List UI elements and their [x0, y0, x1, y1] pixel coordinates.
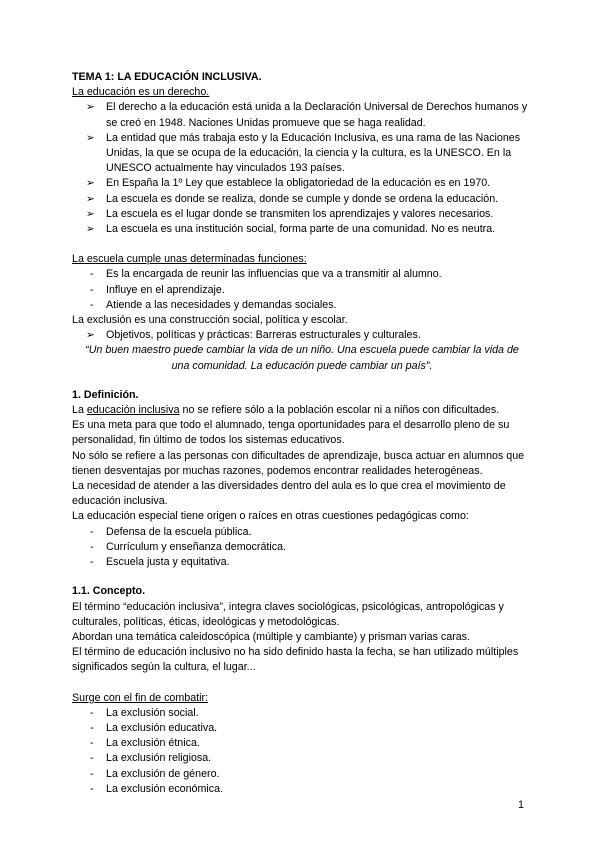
arrow-icon: ➢	[86, 223, 95, 236]
list-item: - La exclusión educativa.	[72, 721, 532, 736]
bullet-list-objetivos	[72, 328, 532, 343]
dash-icon: -	[90, 767, 94, 780]
bullet-list-derecho	[72, 100, 532, 237]
section-heading-definicion: 1. Definición.	[72, 388, 139, 401]
page-content	[72, 70, 532, 797]
paragraph: Abordan una temática caleidoscópica (múltiple y cambiante) y prisman varias caras.	[72, 630, 470, 643]
document-title: TEMA 1: LA EDUCACIÓN INCLUSIVA.	[72, 71, 262, 83]
exclusion-paragraph: La exclusión es una construcción social, política y escolar.	[72, 314, 348, 327]
dash-icon: -	[90, 298, 94, 311]
dash-icon: -	[90, 721, 94, 734]
arrow-icon: ➢	[86, 101, 95, 114]
paragraph: La necesidad de atender a las diversidades dentro del aula es lo que crea el movimiento de educación inclusiva.	[72, 480, 506, 508]
dash-icon: -	[90, 268, 94, 281]
list-item: - Escuela justa y equitativa.	[72, 555, 532, 570]
paragraph: Es una meta para que todo el alumnado, tenga oportunidades para el desarrollo pleno de su personalidad, fin último de todos los sistemas educativos.	[72, 419, 510, 447]
paragraph: El término de educación inclusivo no ha sido definido hasta la fecha, se han utilizado múltiples significados según la cultura, el lugar...	[72, 646, 519, 674]
dash-icon: -	[90, 525, 94, 538]
term-educacion-inclusiva: educación inclusiva	[86, 404, 180, 417]
subheading-funciones: La escuela cumple unas determinadas funciones:	[72, 253, 307, 266]
dash-list-cuestiones	[72, 525, 532, 571]
spacer	[72, 237, 532, 252]
arrow-icon: ➢	[86, 177, 95, 190]
dash-icon: -	[90, 782, 94, 795]
section-heading-concepto: 1.1. Concepto.	[72, 585, 146, 598]
list-item: - La exclusión económica.	[72, 782, 532, 797]
list-item: - La exclusión étnica.	[72, 736, 532, 751]
arrow-icon: ➢	[86, 131, 95, 144]
list-item: ➢ La escuela es donde se realiza, donde se cumple y donde se ordena la educación.	[72, 192, 532, 207]
list-item: - La exclusión de género.	[72, 767, 532, 782]
list-item: - La exclusión religiosa.	[72, 751, 532, 766]
dash-icon: -	[90, 556, 94, 569]
list-item: ➢ La escuela es el lugar donde se transmiten los aprendizajes y valores necesarios.	[72, 207, 532, 222]
list-item: - La exclusión social.	[72, 706, 532, 721]
dash-icon: -	[90, 752, 94, 765]
paragraph: El término “educación inclusiva”, integra claves sociológicas, psicológicas, antropológicas y culturales, políticas, éticas, ideológicas y metodológicas.	[72, 600, 504, 628]
dash-icon: -	[90, 737, 94, 750]
dash-icon: -	[90, 706, 94, 719]
list-item: - Defensa de la escuela pública.	[72, 525, 532, 540]
list-item: - Currículum y enseñanza democrática.	[72, 540, 532, 555]
arrow-icon: ➢	[86, 192, 95, 205]
spacer	[72, 676, 532, 691]
subheading-combatir: Surge con el fin de combatir:	[72, 691, 209, 704]
dash-list-funciones	[72, 267, 532, 313]
subheading-derecho: La educación es un derecho.	[72, 86, 210, 99]
list-item: - Atiende a las necesidades y demandas sociales.	[72, 298, 532, 313]
list-item: ➢ El derecho a la educación está unida a la Declaración Universal de Derechos humanos y se creó en 1948. Naciones Unidas promueve que se haga realidad.	[86, 101, 528, 129]
paragraph: No sólo se refiere a las personas con dificultades de aprendizaje, busca actuar en alumnos que tienen desventajas por muchas razones, podemos encontrar realidades heterogéneas.	[72, 449, 525, 477]
list-item: - Es la encargada de reunir las influencias que va a transmitir al alumno.	[72, 267, 532, 282]
dash-icon: -	[90, 540, 94, 553]
list-item: - Influye en el aprendizaje.	[72, 283, 532, 298]
dash-icon: -	[90, 283, 94, 296]
list-item: ➢ En España la 1º Ley que establece la obligatoriedad de la educación es en 1970.	[72, 176, 532, 191]
list-item: ➢ La escuela es una institución social, forma parte de una comunidad. No es neutra.	[72, 222, 532, 237]
list-item: ➢ Objetivos, políticas y prácticas: Barreras estructurales y culturales.	[72, 328, 532, 343]
list-item: ➢ La entidad que más trabaja esto y la Educación Inclusiva, es una rama de las Naciones Unidas, la que se ocupa de la educación, la ciencia y la cultura, es la UNESCO. En la UNESCO actualmente hay vinculados 193 países.	[86, 131, 521, 175]
arrow-icon: ➢	[86, 207, 95, 220]
paragraph: La educación especial tiene origen o raíces en otras cuestiones pedagógicas como:	[72, 510, 469, 523]
definition-paragraph: La educación inclusiva no se refiere sólo a la población escolar ni a niños con dificultades.	[72, 404, 500, 417]
dash-list-combatir	[72, 706, 532, 797]
arrow-icon: ➢	[86, 329, 95, 342]
page-number: 1	[518, 799, 524, 811]
quote: “Un buen maestro puede cambiar la vida de un niño. Una escuela puede cambiar la vida de una comunidad. La educación puede cambiar un país”.	[85, 344, 519, 372]
